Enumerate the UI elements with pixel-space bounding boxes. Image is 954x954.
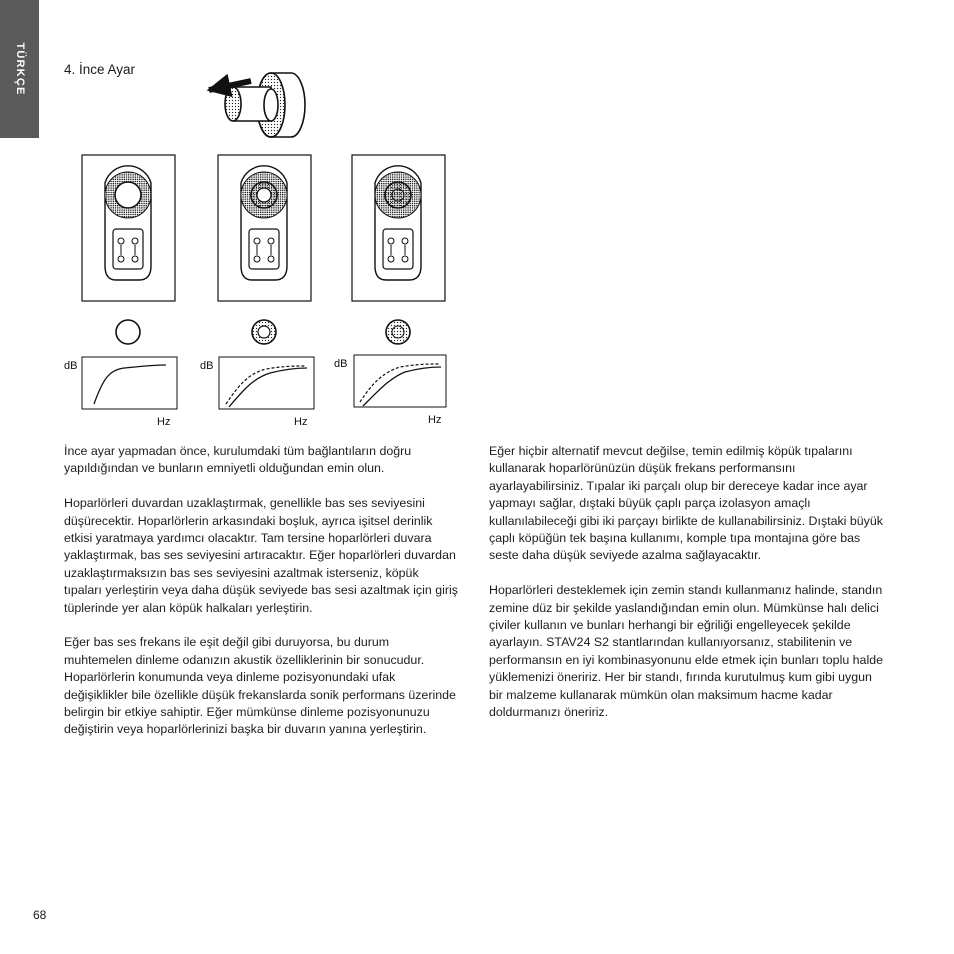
graph-ylabel: dB — [64, 360, 78, 372]
no-plug-icon — [116, 320, 140, 344]
paragraph: İnce ayar yapmadan önce, kurulumdaki tüm bağlantıların doğru yapıldığından ve bunların emniyetli olduğundan emin olun. — [64, 444, 412, 476]
language-tab-label: TÜRKÇE — [13, 42, 26, 96]
full-plug-icon — [386, 320, 410, 344]
foam-plug-illustration — [209, 73, 305, 137]
paragraph: Hoparlörleri desteklemek için zemin standı kullanmanız halinde, standın zemine düz bir şekilde yaslandığından emin olun. Mümkünse halı delici çiviler kullanın ve bunları herhangi bir eğriliği engelleyecek şekilde ayarlayın. STAV24 S2 stantlarından kullanıyorsanız, stabilitenin ve performansın en iyi kombinasyonunu elde etmek için bunları toplu halde yüklemenizi öneririz. Her bir standı, fırında kurutulmuş kum gibi uygun bir malzeme kullanarak mümkün olan maksimum hacme kadar doldurmanızı öneririz. — [489, 583, 883, 720]
page-number: 68 — [33, 908, 47, 922]
graph-xlabel: Hz — [294, 416, 308, 428]
speaker-rear-panel-open — [82, 155, 175, 301]
section-heading: 4. İnce Ayar — [64, 62, 136, 77]
response-graph-ring — [200, 357, 314, 428]
speaker-rear-panel-ring — [218, 155, 311, 301]
paragraph: Hoparlörleri duvardan uzaklaştırmak, genellikle bas ses seviyesini düşürecektir. Hoparlörlerin arkasındaki boşluk, ayrıca işitsel derinlik etkisi yaratmaya yardımcı olacaktır. Tam tersine hoparlörleri duvara yaklaştırmak, bas ses seviyesini artıracaktır. Eğer hoparlörleri duvardan uzaklaştırmaksızın bas ses seviyesini azaltmak isterseniz, köpük tıpaları yerleştirin veya daha düşük seviyede bas sesi azaltmak için giriş tüplerinde yer alan köpük halkaları yerleştirin. — [64, 496, 458, 615]
graph-ylabel: dB — [200, 360, 214, 372]
response-graph-full-plug — [334, 355, 446, 426]
language-tab — [0, 0, 39, 138]
right-text-column — [489, 443, 884, 739]
graph-ylabel: dB — [334, 358, 348, 370]
port-tuning-figure — [60, 66, 460, 441]
left-text-column — [64, 443, 459, 756]
paragraph: Eğer hiçbir alternatif mevcut değilse, temin edilmiş köpük tıpalarını kullanarak hoparlörünüzün düşük frekans performansını ayarlayabilirsiniz. Tıpalar iki parçalı olup bir dereceye kadar ince ayar yapmayı sağlar, dıştaki büyük çaplı parça izolasyon amaçlı kullanılabileceği gibi iki parçayı birlikte de kullanabilirsiniz. Dıştaki büyük çaplı köpüğün tek başına kullanımı, komple tıpa montajına göre bas seste daha düşük seviyede azalma sağlayacaktır. — [489, 444, 883, 563]
graph-xlabel: Hz — [428, 414, 442, 426]
ring-plug-icon — [252, 320, 276, 344]
graph-xlabel: Hz — [157, 416, 171, 428]
speaker-rear-panel-full-plug — [352, 155, 445, 301]
paragraph: Eğer bas ses frekans ile eşit değil gibi duruyorsa, bu durum muhtemelen dinleme odanızın akustik özelliklerinin bir sonucudur. Hoparlörlerin konumunda veya dinleme pozisyonundaki ufak değişiklikler bile özellikle düşük frekanslarda sonik performans üzerinde belirgin bir etkiye sahiptir. Eğer mümkünse dinleme pozisyonunuzu değiştirin veya hoparlörlerinizi başka bir duvarın yanına yerleştirin. — [64, 635, 456, 737]
response-graph-open — [64, 357, 177, 428]
